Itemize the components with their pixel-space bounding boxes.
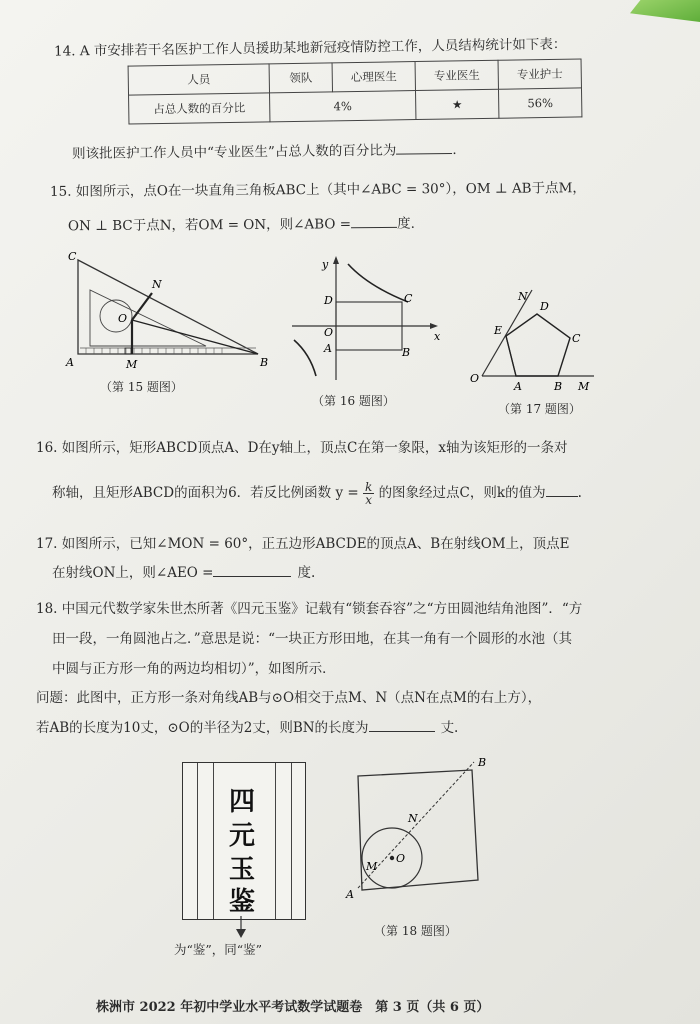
label-c: C: [572, 332, 581, 345]
q16-text-2: 称轴，且矩形ABCD的面积为6．若反比例函数 y =: [52, 485, 359, 501]
q16-text-3: 的图象经过点C，则k的值为: [378, 485, 546, 501]
label-e: E: [494, 324, 503, 337]
q17-text-1: 如图所示，已知∠MON = 60°，正五边形ABCDE的顶点A、B在射线OM上，顶点E: [61, 536, 570, 552]
q15-number: 15.: [49, 183, 72, 200]
staff-table: [128, 58, 583, 124]
label-x: x: [434, 330, 441, 343]
q14-question-text: 则该批医护工作人员中“专业医生”占总人数的百分比为: [71, 142, 397, 163]
label-d: D: [540, 300, 549, 313]
q17-number: 17.: [36, 536, 58, 552]
label-c: C: [404, 292, 413, 305]
q17-text-2: 在射线ON上，则∠AEO =: [52, 565, 214, 581]
figure-18-caption: （第 18 题图）: [374, 924, 457, 938]
q16-line2: [52, 481, 582, 506]
table-header-cell: 心理医生: [332, 62, 415, 92]
label-m: M: [578, 380, 590, 393]
triangle-abc: [78, 260, 258, 354]
label-o: O: [396, 852, 406, 865]
label-a: A: [324, 342, 332, 355]
answer-blank: [396, 153, 452, 155]
nurse-cell: 56%: [498, 88, 581, 118]
q15-unit: 度.: [397, 215, 415, 232]
label-b: B: [260, 356, 269, 369]
ruler-ticks: [86, 348, 222, 354]
q14-end: .: [452, 141, 457, 159]
label-n: N: [518, 290, 528, 303]
book-title-char: 四: [229, 787, 256, 817]
q15-text-2: ON ⊥ BC于点N，若OM = ON，则∠ABO =: [67, 216, 352, 235]
answer-blank: [369, 731, 435, 732]
corner-decoration: [630, 0, 700, 22]
label-b: B: [478, 756, 487, 769]
q17-unit: 度.: [297, 565, 316, 581]
label-n: N: [408, 812, 418, 825]
figure-15: [66, 248, 276, 378]
q17-line1: [36, 532, 569, 552]
q18-line1: [36, 597, 582, 617]
label-c: C: [68, 250, 77, 263]
table-header-cell: 专业护士: [498, 59, 581, 89]
q15-line1: [50, 176, 586, 200]
book-note: 为“鉴”，同“鉴”: [174, 942, 263, 957]
book-title-char: 元: [229, 821, 256, 851]
q18-unit: 丈.: [440, 720, 459, 736]
label-o: O: [470, 372, 480, 385]
label-b: B: [402, 346, 411, 359]
book-illustration: [182, 762, 306, 920]
q18-text-3: 中圆与正方形一角的两边均相切）”，如图所示．: [52, 661, 336, 677]
label-b: B: [554, 380, 563, 393]
figure-15-caption: （第 15 题图）: [100, 380, 183, 394]
hyperbola-branch-2: [294, 340, 316, 376]
figure-16: [288, 254, 448, 384]
q16-number: 16.: [36, 440, 58, 456]
hyperbola-branch-1: [348, 264, 408, 302]
q14-number: 14.: [53, 43, 76, 60]
table-merged-cell: 4%: [270, 91, 416, 122]
label-a: A: [346, 888, 354, 901]
answer-blank: [213, 576, 291, 577]
figure-17-caption: （第 17 题图）: [498, 402, 581, 416]
book-title-char: 玉: [229, 855, 256, 885]
segment-ob: [132, 320, 258, 354]
label-o: O: [324, 326, 334, 339]
q18-text-5: 若AB的长度为10丈，⊙O的半径为2丈，则BN的长度为: [36, 720, 369, 736]
answer-blank: [546, 496, 578, 497]
label-d: D: [324, 294, 333, 307]
label-o: O: [118, 312, 128, 325]
q16-text-1: 如图所示，矩形ABCD顶点A、D在y轴上，顶点C在第一象限，x轴为该矩形的一条对: [61, 440, 568, 456]
q14-line1: [54, 32, 567, 59]
q18-number: 18.: [36, 601, 58, 617]
fraction-denominator: x: [365, 493, 373, 507]
arrow-down-icon: [234, 916, 248, 938]
label-m: M: [366, 860, 378, 873]
q18-text-1: 中国元代数学家朱世杰所著《四元玉鉴》记载有“锁套吞容”之“方田圆池结角池图”．“方: [61, 601, 583, 617]
label-a: A: [514, 380, 522, 393]
page-footer: 株洲市 2022 年初中学业水平考试数学试题卷 第 3 页（共 6 页）: [96, 1000, 490, 1015]
pentagon-abcde: [506, 314, 570, 376]
book-title-char: 鉴: [229, 887, 256, 917]
q16-end: .: [577, 485, 582, 501]
table-row: [129, 88, 582, 124]
q14-question: [72, 138, 457, 162]
q18-line5: [36, 716, 458, 736]
center-o: [390, 856, 394, 860]
q18-text-4: 问题：此图中，正方形一条对角线AB与⊙O相交于点M、N（点N在点M的右上方），: [36, 690, 542, 706]
table-header-cell: 领队: [269, 63, 332, 93]
circle-o: [100, 300, 132, 332]
star-cell: ★: [415, 89, 498, 119]
figure-18: [336, 752, 496, 912]
label-a: A: [66, 356, 74, 369]
figure-16-caption: （第 16 题图）: [312, 394, 395, 408]
table-header-cell: 专业医生: [415, 60, 498, 90]
table-row-label: 占总人数的百分比: [129, 93, 270, 124]
label-n: N: [152, 278, 162, 291]
q18-text-2: 田一段，一角圆池占之．”意思是说：“一块正方形田地，在其一角有一个圆形的水池（其: [52, 631, 573, 647]
label-m: M: [126, 358, 138, 371]
fraction-k-over-x: [363, 481, 374, 506]
table-header-label: 人员: [128, 64, 269, 95]
q15-line2: [68, 212, 415, 234]
segment-on: [132, 293, 152, 320]
figure-17: [470, 284, 600, 393]
answer-blank: [351, 227, 397, 228]
label-y: y: [322, 258, 329, 271]
fraction-numerator: k: [364, 480, 373, 494]
q15-text-1: 如图所示，点O在一块直角三角板ABC上（其中∠ABC = 30°），OM ⊥ AB于点M，: [75, 180, 586, 200]
q17-line2: [52, 561, 315, 581]
q16-line1: [36, 436, 568, 456]
q14-text: A 市安排若干名医护工作人员援助某地新冠疫情防控工作，人员结构统计如下表：: [79, 36, 567, 60]
